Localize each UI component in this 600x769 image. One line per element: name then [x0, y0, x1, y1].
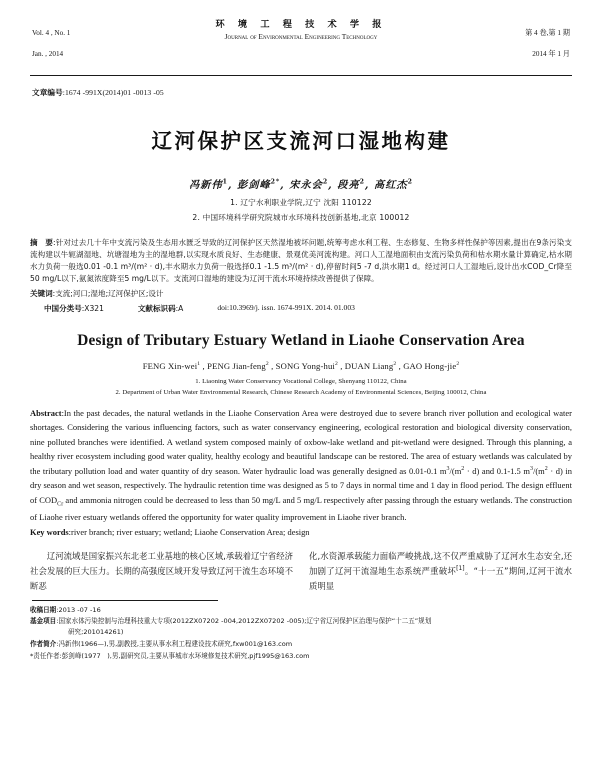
author-en-4: DUAN Liang$^2$ [344, 360, 397, 371]
journal-title-en: Journal of Environmental Engineering Technology [224, 32, 378, 42]
funding-note-cont: 研究;201014261) [68, 628, 124, 637]
corresponding-author: *责任作者:彭剑峰(1977 ),男,副研究员,主要从事城市水环境修复技术研究,pjf1995@163.com [30, 651, 310, 660]
journal-title-cn: 环 境 工 程 技 术 学 报 [215, 19, 387, 30]
abstract-en-text-4: /(m [532, 465, 545, 476]
masthead-divider [30, 75, 572, 76]
author-cn-2: 彭剑峰$^{2*}$ [237, 178, 281, 192]
funding-note [30, 616, 572, 626]
author-cn-4: 段亮$^2$ [337, 178, 365, 192]
body-right-post: 。“十一五”期间,辽河干流水质明显 [309, 565, 572, 591]
author-bio-value: :冯新伟(1966—),男,副教授,主要从事水利工程建设技术研究,fxw001@163.com [56, 639, 293, 648]
abstract-en-text-2: /(m [449, 465, 462, 476]
masthead-volume-cn: 第 4 卷,第 1 期 [525, 29, 570, 38]
funding-label: 基金项目 [30, 616, 57, 625]
authors-en: FENG Xin-wei$^1$ , PENG Jian-feng$^2$ , SONG Yong-hui$^2$ , DUAN Liang$^2$ , GAO Hong-jie$^2$ [142, 360, 460, 371]
body-right-pre: 化,水资源承载能力面临严峻挑战,这不仅严重威胁了辽河水生态安全,还加剧了辽河干流湿地生态系统严重破坏 [309, 550, 572, 576]
received-date [30, 605, 572, 615]
abstract-en-text-3: · d) and 0.1-1.5 m [464, 465, 530, 476]
article-number-label: 文章编号 [32, 88, 63, 98]
cod-subscript: Cr [57, 501, 64, 508]
author-bio [30, 639, 572, 649]
abstract-cn-text: :针对过去几十年中支流污染及生态用水匮乏导致的辽河保护区天然湿地被坏问题,统筹考虑水利工程、生态修复、生物多样性保护等因素,提出在9条污染支流构建以牛轭湖湿地、坑塘湿地为主的湿地群,以实现水质良好、生态健康、景观优美河流构建。河口人工湿地面积由支流污染负荷和枯水期水量计算确定,枯水期水力负荷一般选0.01 -0.1 m³/(m² · d),丰水期水力负荷一般选择0.1 -1.5 m³/(m² · d),停留时间5 -7 d,洪水期1 d。经过河口人工湿地后,设计出水COD_Cr降至50 mg/L以下,氨氮浓度降至5 mg/L以下。支流河口湿地的建设为辽河干流水环境持续改善提供了保障。 [30, 237, 572, 284]
masthead-date-cn: 2014 年 1 月 [532, 50, 570, 59]
author-cn-3: 宋永会$^2$ [289, 178, 329, 192]
keywords-en-label: Key words [30, 527, 69, 538]
keywords-cn [30, 288, 572, 300]
body-paragraph-right [309, 549, 572, 594]
unit-exponent-1: 3 [446, 465, 450, 472]
article-number-value: :1674 -991X(2014)01 -0013 -05 [62, 88, 164, 98]
abstract-cn [30, 237, 572, 286]
affiliation-en-1: 1. Liaoning Water Conservancy Vocational College, Shenyang 110122, China [195, 377, 407, 385]
clc-number: 中国分类号:X321 [44, 303, 104, 313]
abstract-en-text-1: :In the past decades, the natural wetlands in the Liaohe Conservation Area were destroyed due to severe branch river pollution and ecological water shortages. Considering the various influencing factors, such as water conservancy engineering, ecological restoration and biological diversity conservation, nine polluted branches were identified. A wetland system composed mainly of oxbow-lake wetland and pit-wetland were designed. Through this planning, a healthy river ecosystem including good water quality, healthy ecology and beautiful landscape can be restored. The area of estuary wetlands was calculated by the tributary pollution load and water quantity of dry season. Water hydraulic load was generally designed as 0.01-0.1 m [30, 407, 572, 476]
received-date-value: :2013 -07 -16 [56, 605, 101, 614]
abstract-en [30, 406, 572, 525]
body-column-left [30, 549, 293, 594]
masthead-date-en: Jan. , 2014 [32, 50, 64, 59]
page-title-cn: 辽河保护区支流河口湿地构建 [151, 129, 451, 154]
author-en-2: PENG Jian-feng$^2$ [207, 360, 269, 371]
keywords-en-text: :river branch; river estuary; wetland; Liaohe Conservation Area; design [68, 527, 310, 538]
masthead-issue-info [484, 18, 570, 70]
body-column-right [309, 549, 572, 594]
unit-exponent-3: 3 [529, 465, 533, 472]
author-en-1: FENG Xin-wei$^1$ [142, 360, 201, 371]
body-columns [30, 549, 572, 594]
masthead-volume-info [32, 18, 118, 70]
abstract-en-label: Abstract [30, 407, 62, 418]
unit-exponent-4: 2 [544, 465, 548, 472]
masthead-volume-en: Vol. 4 , No. 1 [32, 29, 71, 38]
authors-cn: 冯新伟$^1$, 彭剑峰$^{2*}$, 宋永会$^2$, 段亮$^2$, 高红杰$^2$ [189, 178, 413, 192]
body-paragraph-left: 辽河流域是国家振兴东北老工业基地的核心区域,承载着辽宁省经济社会发展的巨大压力。长期的高强度区域开发导致辽河干流生态环境不断恶 [30, 550, 293, 591]
article-number [30, 87, 572, 98]
keywords-en [30, 525, 572, 539]
document-code: 文献标识码:A [137, 303, 184, 313]
unit-exponent-2: 2 [461, 465, 465, 472]
abstract-en-text-6: and ammonia nitrogen could be decreased to less than 50 mg/L and 5 mg/L respectively after passing through the estuary wetlands. The construction of Liaohe river estuary wetlands offered the opportunity for water quality improvement in Liaohe river branch. [30, 494, 573, 522]
footnotes [30, 605, 572, 662]
page-title-en: Design of Tributary Estuary Wetland in Liaohe Conservation Area [77, 331, 525, 349]
abstract-cn-label: 摘 要 [30, 237, 54, 247]
keywords-cn-label: 关键词 [30, 288, 53, 298]
funding-value: :国家水体污染控制与治理科技重大专项(2012ZX07202 -004,2012ZX07202 -005);辽宁省辽河保护区治理与保护“十二五”规划 [56, 616, 432, 625]
affiliation-cn-2: 2. 中国环境科学研究院城市水环境科技创新基地,北京 100012 [192, 212, 410, 222]
abstract-en-text-5: · d) in dry season and wet season, respectively. The hydraulic retention time was designed as 5 to 7 days in normal time and 1 day in flood period. The design effluent of COD [30, 465, 573, 505]
author-bio-label: 作者简介 [30, 639, 57, 648]
masthead [30, 18, 572, 70]
classification-row [30, 303, 572, 314]
author-cn-5: 高红杰$^2$ [374, 178, 413, 192]
author-en-5: GAO Hong-jie$^2$ [403, 360, 460, 371]
author-en-3: SONG Yong-hui$^2$ [275, 360, 338, 371]
masthead-journal-name [118, 18, 484, 43]
author-cn-1: 冯新伟$^1$ [189, 178, 228, 192]
received-date-label: 收稿日期 [30, 605, 57, 614]
footnote-divider [32, 600, 218, 601]
affiliation-en-2: 2. Department of Urban Water Environmental Research, Chinese Research Academy of Environmental Sciences, Beijing 100012, China [115, 388, 487, 396]
doi-value: doi:10.3969/j. issn. 1674-991X. 2014. 01.003 [217, 302, 355, 312]
citation-ref-1: [1] [456, 564, 465, 572]
keywords-cn-text: :支流;河口;湿地;辽河保护区;设计 [52, 288, 164, 298]
affiliation-cn-1: 1. 辽宁水利职业学院,辽宁 沈阳 110122 [230, 198, 372, 208]
